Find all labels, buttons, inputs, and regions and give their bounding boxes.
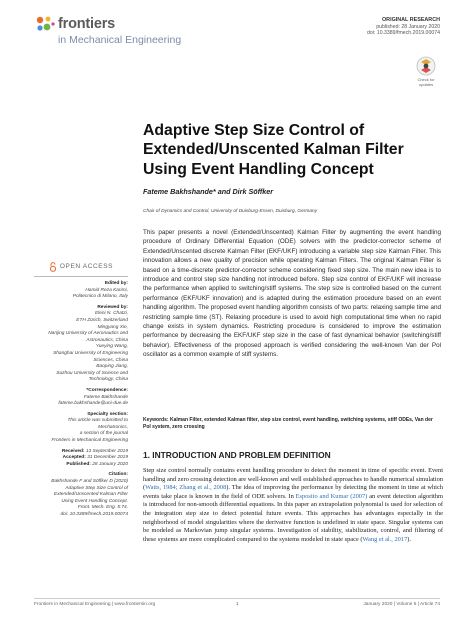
sidebar-divider bbox=[34, 276, 128, 277]
specialty-label: Specialty section: bbox=[87, 411, 128, 417]
author-affiliation: Chair of Dynamics and Control, University of Duisburg-Essen, Duisburg, Germany bbox=[143, 209, 318, 214]
specialty-line: This article was submitted to bbox=[67, 418, 128, 424]
correspondence-block bbox=[34, 388, 128, 408]
intro-text-1: Step size control normally contains event handling procedure to detect the moment in time of specific event. Event handling and zero crossing detection are well-known and well established approaches to handle numerical simulation ( bbox=[143, 467, 443, 492]
section-heading: 1. INTRODUCTION AND PROBLEM DEFINITION bbox=[143, 450, 331, 460]
intro-text-4: ). bbox=[407, 535, 412, 543]
reference-link-esposito[interactable]: Esposito and Kumar (2007) bbox=[295, 492, 368, 500]
edited-by-line: Politecnico di Milano, Italy bbox=[72, 294, 128, 300]
crossmark-icon[interactable] bbox=[416, 56, 436, 76]
edited-by-block bbox=[34, 281, 128, 301]
intro-paragraph bbox=[143, 467, 443, 544]
accepted-value: 31 December 2019 bbox=[87, 455, 128, 461]
accepted-label: Accepted: bbox=[62, 455, 86, 461]
correspondence-label: *Correspondence: bbox=[86, 387, 128, 393]
reviewer-line: Shanghai University of Engineering bbox=[53, 350, 128, 356]
open-access-badge bbox=[34, 262, 128, 272]
citation-line: Extended/Unscented Kalman Filter bbox=[53, 492, 128, 498]
specialty-line: Mechatronics, bbox=[98, 424, 128, 430]
intro-text-3: an event detection algorithm is introduced for non-smooth differential equations. In this paper an extrapolation polynomial is used for selection of the integration step size to detect potential future events. This approaches has advantages especially in the neighborhood of model singularities where the derivative function is undefined in state space. Singular systems can be modeled as Markovian jump singular systems. Investigation of stability, stabilization, control, and filtering of these systems are more complicated compared to the systems modeled in state space ( bbox=[143, 492, 443, 543]
citation-line: Using Event Handling Concept. bbox=[61, 498, 128, 504]
reviewer-line: Technology, China bbox=[88, 377, 128, 383]
reference-link-wang[interactable]: Wang et al., 2017 bbox=[362, 535, 408, 543]
page-number: 1 bbox=[236, 602, 239, 607]
published-label: Published: bbox=[66, 461, 91, 467]
journal-subtitle: in Mechanical Engineering bbox=[58, 34, 182, 46]
dates-block bbox=[34, 449, 128, 469]
published-line: published: 28 January 2020 bbox=[376, 23, 440, 30]
reviewer-line: Astronautics, China bbox=[86, 337, 128, 343]
reviewer-line: Nanjing University of Aeronautics and bbox=[48, 331, 128, 337]
intro-text-2: ). The idea of improving the performance by detecting the moment in time at which events take place is known in the field of ODE solvers. In bbox=[143, 484, 443, 500]
article-sidebar bbox=[34, 262, 128, 523]
keywords bbox=[143, 417, 441, 432]
article-title: Adaptive Step Size Control of Extended/Unscented Kalman Filter Using Event Handling Concept bbox=[143, 122, 404, 178]
frontiers-logo-icon bbox=[34, 14, 56, 36]
citation-label: Citation: bbox=[108, 472, 128, 478]
footer-journal-link[interactable]: Frontiers in Mechanical Engineering | www.frontiersin.org bbox=[34, 602, 156, 607]
reference-link-watts[interactable]: Watts, 1984; Zhang et al., 2008 bbox=[145, 484, 227, 492]
reviewer-line: Yueying Wang, bbox=[95, 344, 128, 350]
abstract-text: This paper presents a novel (Extended/Unscented) Kalman Filter by augmenting the event handling procedure of Ordinary Differential Equation (ODE) solvers with the predictor-corrector scheme of Extended/Unscented discrete Kalman Filter (EKF/UKF) introducing a variable step size Kalman Filter. This innovation allows a new quality of precision while operating Kalman Filters. The original Kalman Filter is based on a time-discrete predictor-corrector scheme considering fixed step size. The main new idea is to introduce and control step size handling not introduced before. Step size control of EKF/UKF will increase the performance when applied to switching/stiff systems. The step size is controlled based on the current performance (EKF/UKF innovation) and is adapted during the estimation procedure based on an event handling algorithm. The proposed event handling algorithm consists of two parts: relaxing sample time and restricting sample time (ST). Relaxing procedure is used to avoid high computational time when no rapid change exists in system dynamics. Restricting procedure is considered to improve the estimation performance by decreasing the EKF/UKF step size in the case of fast dynamical behavior (switching/stiff behavior). Effectiveness of the proposed approach is verified considering the well-known Van der Pol oscillator as a common example of stiff systems. bbox=[143, 229, 441, 359]
article-header-info bbox=[367, 17, 440, 37]
footer-divider bbox=[34, 598, 440, 599]
reviewer-line: Eleni N. Chatzi, bbox=[94, 311, 128, 317]
keywords-list: Kalman Filter, extended Kalman filter, step size control, event handling, switching systems, stiff ODEs, Van der Pol system, zero crossing bbox=[143, 417, 433, 431]
received-value: 13 September 2019 bbox=[85, 448, 128, 454]
crossmark-label: Check for updates bbox=[417, 77, 435, 87]
reviewer-line: ETH Zürich, Switzerland bbox=[76, 317, 128, 323]
citation-line[interactable]: doi: 10.3389/fmech.2019.00074 bbox=[60, 512, 128, 517]
received-label: Received: bbox=[61, 448, 85, 454]
open-lock-icon bbox=[49, 262, 57, 272]
reviewer-line: Baoping Jiang, bbox=[96, 364, 128, 370]
reviewer-line: Sciences, China bbox=[93, 357, 128, 363]
citation-line: Bakhshande F and Söffker D (2020) bbox=[51, 479, 128, 485]
footer-issue-info: January 2020 | Volume 5 | Article 74 bbox=[363, 602, 440, 607]
open-access-label: OPEN ACCESS bbox=[59, 262, 114, 270]
edited-by-label: Edited by: bbox=[104, 281, 128, 286]
specialty-line: a section of the journal bbox=[79, 431, 128, 437]
reviewer-line: Mingyang Xie, bbox=[97, 324, 128, 330]
frontiers-logo bbox=[34, 14, 204, 54]
published-value: 28 January 2020 bbox=[92, 461, 128, 467]
reviewer-line: Suzhou University of Science and bbox=[56, 370, 128, 376]
citation-line: Front. Mech. Eng. 5:74. bbox=[77, 505, 128, 511]
keywords-label: Keywords: bbox=[143, 417, 169, 423]
correspondence-email[interactable]: fateme.bakhshande@uni-due.de bbox=[58, 401, 128, 407]
citation-line: Adaptive Step Size Control of bbox=[65, 485, 128, 491]
accepted-row bbox=[34, 455, 128, 462]
doi-line[interactable]: doi: 10.3389/fmech.2019.00074 bbox=[367, 30, 440, 37]
specialty-block bbox=[34, 412, 128, 445]
reviewed-by-block bbox=[34, 305, 128, 384]
published-row bbox=[34, 462, 128, 469]
citation-block bbox=[34, 472, 128, 518]
article-authors: Fateme Bakhshande* and Dirk Söffker bbox=[143, 187, 274, 196]
reviewed-by-label: Reviewed by: bbox=[97, 304, 128, 310]
article-type: ORIGINAL RESEARCH bbox=[381, 17, 440, 23]
journal-brand: frontiers bbox=[58, 16, 116, 32]
edited-by-line: Hamid Reza Karimi, bbox=[85, 287, 128, 293]
specialty-line: Frontiers in Mechanical Engineering bbox=[51, 438, 128, 444]
correspondence-name: Fateme Bakhshande bbox=[83, 394, 128, 400]
